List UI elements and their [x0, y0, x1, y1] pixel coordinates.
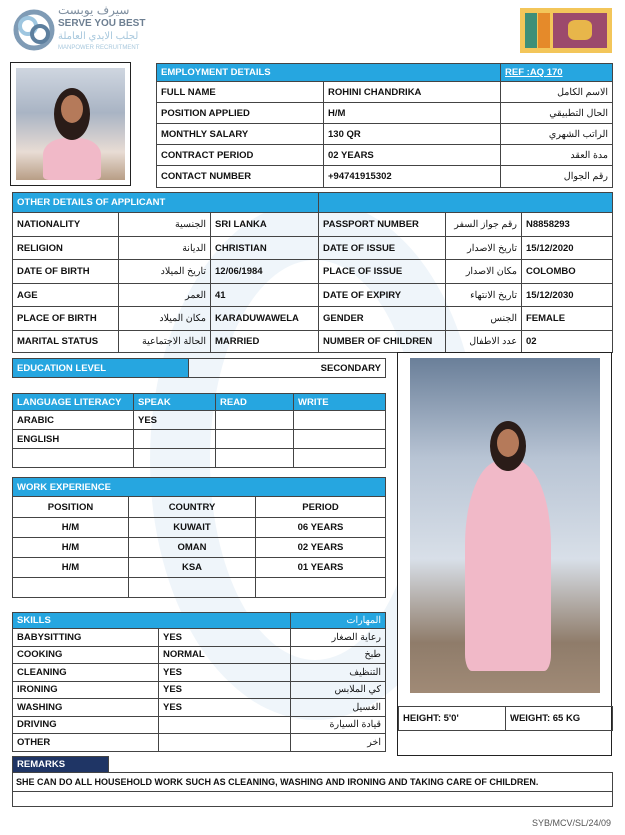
education-value: SECONDARY [189, 359, 386, 378]
education-table [12, 358, 386, 378]
work-experience-table [12, 477, 386, 598]
label-ar: الاسم الكامل [501, 82, 613, 103]
work-title: WORK EXPERIENCE [13, 478, 386, 497]
measurements-table [398, 706, 613, 731]
employment-title: EMPLOYMENT DETAILS [157, 64, 501, 82]
skill-value: NORMAL [159, 646, 291, 664]
cell: YES [134, 411, 216, 430]
value: MARRIED [211, 331, 319, 353]
label: MONTHLY SALARY [157, 124, 324, 145]
skill-label: IRONING [13, 681, 159, 699]
table-row [13, 497, 386, 518]
cell [294, 430, 386, 449]
employment-details-table [156, 63, 613, 188]
table-row [13, 394, 386, 411]
label-ar: الجنس [446, 307, 522, 331]
label-ar: مكان الاصدار [446, 260, 522, 284]
label: CONTRACT PERIOD [157, 145, 324, 166]
skill-label: COOKING [13, 646, 159, 664]
cell: KSA [129, 558, 256, 578]
cell [216, 430, 294, 449]
column-header: LANGUAGE LITERACY [13, 394, 134, 411]
cell: ENGLISH [13, 430, 134, 449]
logo-arabic: سيرف يوبست [58, 3, 130, 17]
value: 02 [522, 331, 613, 353]
label-ar: الراتب الشهري [501, 124, 613, 145]
cell: H/M [13, 558, 129, 578]
document-code: SYB/MCV/SL/24/09 [531, 818, 611, 828]
label: FULL NAME [157, 82, 324, 103]
table-row [13, 734, 386, 752]
logo-sub-arabic: لجلب الايدي العاملة [58, 31, 139, 42]
cell: OMAN [129, 538, 256, 558]
column-header: PERIOD [256, 497, 386, 518]
table-row [13, 716, 386, 734]
value: FEMALE [522, 307, 613, 331]
cell [256, 578, 386, 598]
table-row [13, 518, 386, 538]
label: PLACE OF BIRTH [13, 307, 119, 331]
skill-label-ar: الغسيل [291, 699, 386, 717]
column-header: WRITE [294, 394, 386, 411]
label: POSITION APPLIED [157, 103, 324, 124]
cell [294, 449, 386, 468]
skill-label: OTHER [13, 734, 159, 752]
skill-value: YES [159, 699, 291, 717]
label-ar: العمر [119, 284, 211, 307]
skill-label-ar: كي الملابس [291, 681, 386, 699]
label-ar: رقم الجوال [501, 166, 613, 188]
ref-number: REF :AQ 170 [501, 64, 613, 82]
language-table [12, 393, 386, 468]
contact-value: +94741915302 [324, 166, 501, 188]
skill-value [159, 716, 291, 734]
remarks-table [12, 756, 613, 807]
logo-knot-icon [12, 8, 56, 52]
applicant-photo-small [10, 62, 131, 186]
value: 41 [211, 284, 319, 307]
label: PLACE OF ISSUE [319, 260, 446, 284]
label-ar: رقم جواز السفر [446, 213, 522, 237]
height-value: HEIGHT: 5'0' [399, 707, 506, 731]
table-row [13, 664, 386, 682]
label: RELIGION [13, 237, 119, 260]
table-row [13, 237, 613, 260]
label: NUMBER OF CHILDREN [319, 331, 446, 353]
skill-label: CLEANING [13, 664, 159, 682]
table-row [13, 331, 613, 353]
label: DATE OF ISSUE [319, 237, 446, 260]
table-row [13, 430, 386, 449]
label: MARITAL STATUS [13, 331, 119, 353]
skill-label-ar: التنظيف [291, 664, 386, 682]
label-ar: الحال التطبيقي [501, 103, 613, 124]
other-details-table [12, 192, 613, 353]
table-row [13, 646, 386, 664]
full-name-value: ROHINI CHANDRIKA [324, 82, 501, 103]
skill-label: BABYSITTING [13, 629, 159, 647]
cell [13, 578, 129, 598]
skill-label: DRIVING [13, 716, 159, 734]
skill-label-ar: اخر [291, 734, 386, 752]
table-row [13, 699, 386, 717]
value: 12/06/1984 [211, 260, 319, 284]
label-ar: مكان الميلاد [119, 307, 211, 331]
logo-sub: MANPOWER RECRUITMENT [58, 45, 140, 51]
applicant-photo-full [397, 352, 612, 756]
skills-title-ar: المهارات [291, 613, 386, 629]
label: GENDER [319, 307, 446, 331]
table-row [13, 538, 386, 558]
label-ar: عدد الاطفال [446, 331, 522, 353]
cell [134, 430, 216, 449]
table-row [13, 307, 613, 331]
company-logo [12, 4, 152, 58]
cell [129, 578, 256, 598]
table-row [13, 629, 386, 647]
table-row [13, 411, 386, 430]
cell [216, 411, 294, 430]
label: NATIONALITY [13, 213, 119, 237]
table-row [13, 449, 386, 468]
skill-label: WASHING [13, 699, 159, 717]
value: KARADUWAWELA [211, 307, 319, 331]
value: 15/12/2020 [522, 237, 613, 260]
label-ar: مدة العقد [501, 145, 613, 166]
table-row [13, 578, 386, 598]
table-row [13, 558, 386, 578]
cell: ARABIC [13, 411, 134, 430]
label-ar: تاريخ الانتهاء [446, 284, 522, 307]
skill-value: YES [159, 629, 291, 647]
remarks-title: REMARKS [13, 757, 109, 773]
contract-value: 02 YEARS [324, 145, 501, 166]
other-details-title: OTHER DETAILS OF APPLICANT [13, 193, 319, 213]
value: 15/12/2030 [522, 284, 613, 307]
skill-value [159, 734, 291, 752]
label-ar: الديانة [119, 237, 211, 260]
cell: H/M [13, 518, 129, 538]
cell [294, 411, 386, 430]
skill-value: YES [159, 681, 291, 699]
cell: 01 YEARS [256, 558, 386, 578]
column-header: COUNTRY [129, 497, 256, 518]
table-row [13, 681, 386, 699]
cell [134, 449, 216, 468]
skill-value: YES [159, 664, 291, 682]
label: DATE OF BIRTH [13, 260, 119, 284]
salary-value: 130 QR [324, 124, 501, 145]
value: N8858293 [522, 213, 613, 237]
skill-label-ar: رعاية الصغار [291, 629, 386, 647]
column-header: POSITION [13, 497, 129, 518]
cell: KUWAIT [129, 518, 256, 538]
skill-label-ar: طبخ [291, 646, 386, 664]
logo-name: SERVE YOU BEST [58, 18, 146, 29]
label-ar: الحالة الاجتماعية [119, 331, 211, 353]
column-header: READ [216, 394, 294, 411]
weight-value: WEIGHT: 65 KG [506, 707, 613, 731]
value: CHRISTIAN [211, 237, 319, 260]
cell: 06 YEARS [256, 518, 386, 538]
cell: 02 YEARS [256, 538, 386, 558]
label: CONTACT NUMBER [157, 166, 324, 188]
table-row [13, 213, 613, 237]
cell [13, 449, 134, 468]
label-ar: الجنسية [119, 213, 211, 237]
education-title: EDUCATION LEVEL [13, 359, 189, 378]
skill-label-ar: قيادة السيارة [291, 716, 386, 734]
column-header: SPEAK [134, 394, 216, 411]
skills-table [12, 612, 386, 752]
label-ar: تاريخ الميلاد [119, 260, 211, 284]
value: COLOMBO [522, 260, 613, 284]
table-row [13, 260, 613, 284]
position-value: H/M [324, 103, 501, 124]
label: DATE OF EXPIRY [319, 284, 446, 307]
cell [216, 449, 294, 468]
table-row [13, 284, 613, 307]
remarks-text: SHE CAN DO ALL HOUSEHOLD WORK SUCH AS CLEANING, WASHING AND IRONING AND TAKING CARE OF CHILDREN. [13, 773, 613, 792]
value: SRI LANKA [211, 213, 319, 237]
cell: H/M [13, 538, 129, 558]
label: AGE [13, 284, 119, 307]
sri-lanka-flag-icon [520, 8, 612, 53]
skills-title: SKILLS [13, 613, 291, 629]
label: PASSPORT NUMBER [319, 213, 446, 237]
label-ar: تاريخ الاصدار [446, 237, 522, 260]
